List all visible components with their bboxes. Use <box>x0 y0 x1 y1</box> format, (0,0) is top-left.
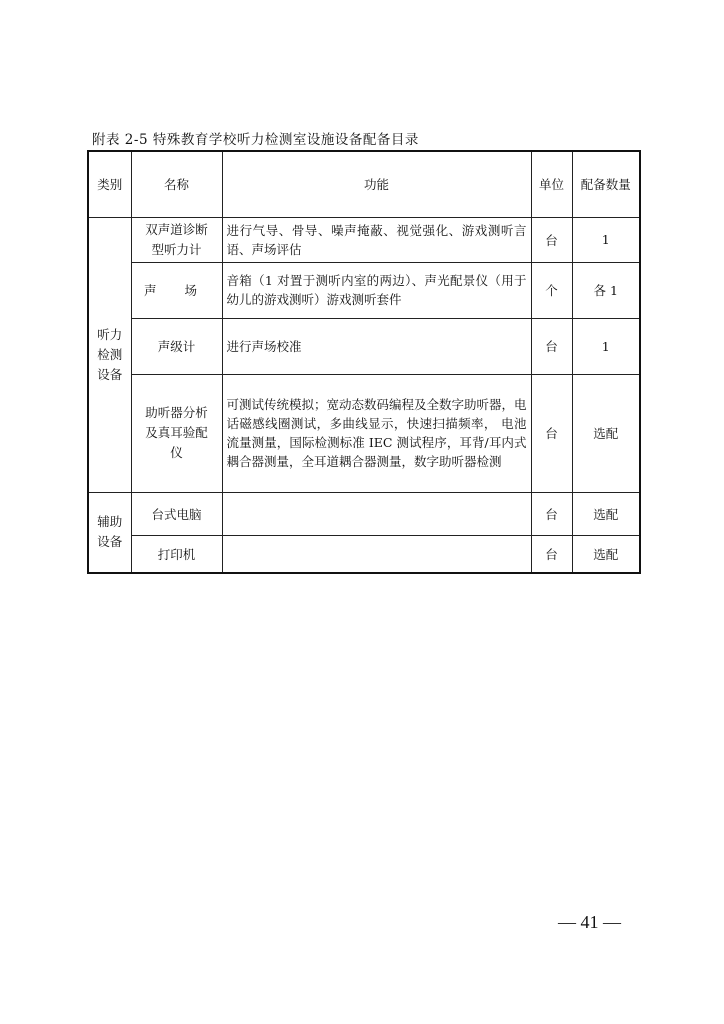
row-quantity: 各 1 <box>572 262 640 318</box>
row-quantity: 1 <box>572 217 640 262</box>
row-quantity: 1 <box>572 318 640 374</box>
table-caption: 附表 2-5 特殊教育学校听力检测室设施设备配备目录 <box>92 132 419 148</box>
row-name: 双声道诊断型听力计 <box>131 217 222 262</box>
table-row <box>88 535 640 573</box>
row-function: 进行气导、骨导、噪声掩蔽、视觉强化、游戏测听言语、声场评估 <box>222 217 531 262</box>
header-quantity: 配备数量 <box>572 151 640 217</box>
header-category: 类别 <box>88 151 131 217</box>
row-unit: 台 <box>531 535 572 573</box>
page-number: — 41 — <box>558 912 621 932</box>
row-name: 声级计 <box>131 318 222 374</box>
row-name: 助听器分析及真耳验配仪 <box>131 374 222 492</box>
row-function <box>222 492 531 535</box>
row-quantity: 选配 <box>572 535 640 573</box>
row-function <box>222 535 531 573</box>
row-quantity: 选配 <box>572 374 640 492</box>
row-name: 台式电脑 <box>131 492 222 535</box>
row-unit: 台 <box>531 492 572 535</box>
table-header-row <box>88 151 640 217</box>
equipment-table <box>87 150 641 574</box>
row-function: 音箱（1 对置于测听内室的两边）、声光配景仪（用于幼儿的游戏测听）游戏测听套件 <box>222 262 531 318</box>
table-row <box>88 374 640 492</box>
row-name: 打印机 <box>131 535 222 573</box>
row-unit: 台 <box>531 374 572 492</box>
row-name: 声 场 <box>131 262 222 318</box>
table-row <box>88 318 640 374</box>
row-function: 可测试传统模拟；宽动态数码编程及全数字助听器，电话磁感线圈测试，多曲线显示，快速扫描频率， 电池流量测量，国际检测标准 IEC 测试程序，耳背/耳内式耦合器测量，全耳道耦合器测量，数字助听器检测 <box>222 374 531 492</box>
row-unit: 台 <box>531 318 572 374</box>
header-function: 功能 <box>222 151 531 217</box>
row-unit: 个 <box>531 262 572 318</box>
table-row <box>88 492 640 535</box>
header-unit: 单位 <box>531 151 572 217</box>
header-name: 名称 <box>131 151 222 217</box>
table-row <box>88 262 640 318</box>
group-hearing-devices: 听力检测设备 <box>88 217 131 492</box>
row-unit: 台 <box>531 217 572 262</box>
row-function: 进行声场校准 <box>222 318 531 374</box>
group-aux-devices: 辅助设备 <box>88 492 131 573</box>
table-row <box>88 217 640 262</box>
row-quantity: 选配 <box>572 492 640 535</box>
